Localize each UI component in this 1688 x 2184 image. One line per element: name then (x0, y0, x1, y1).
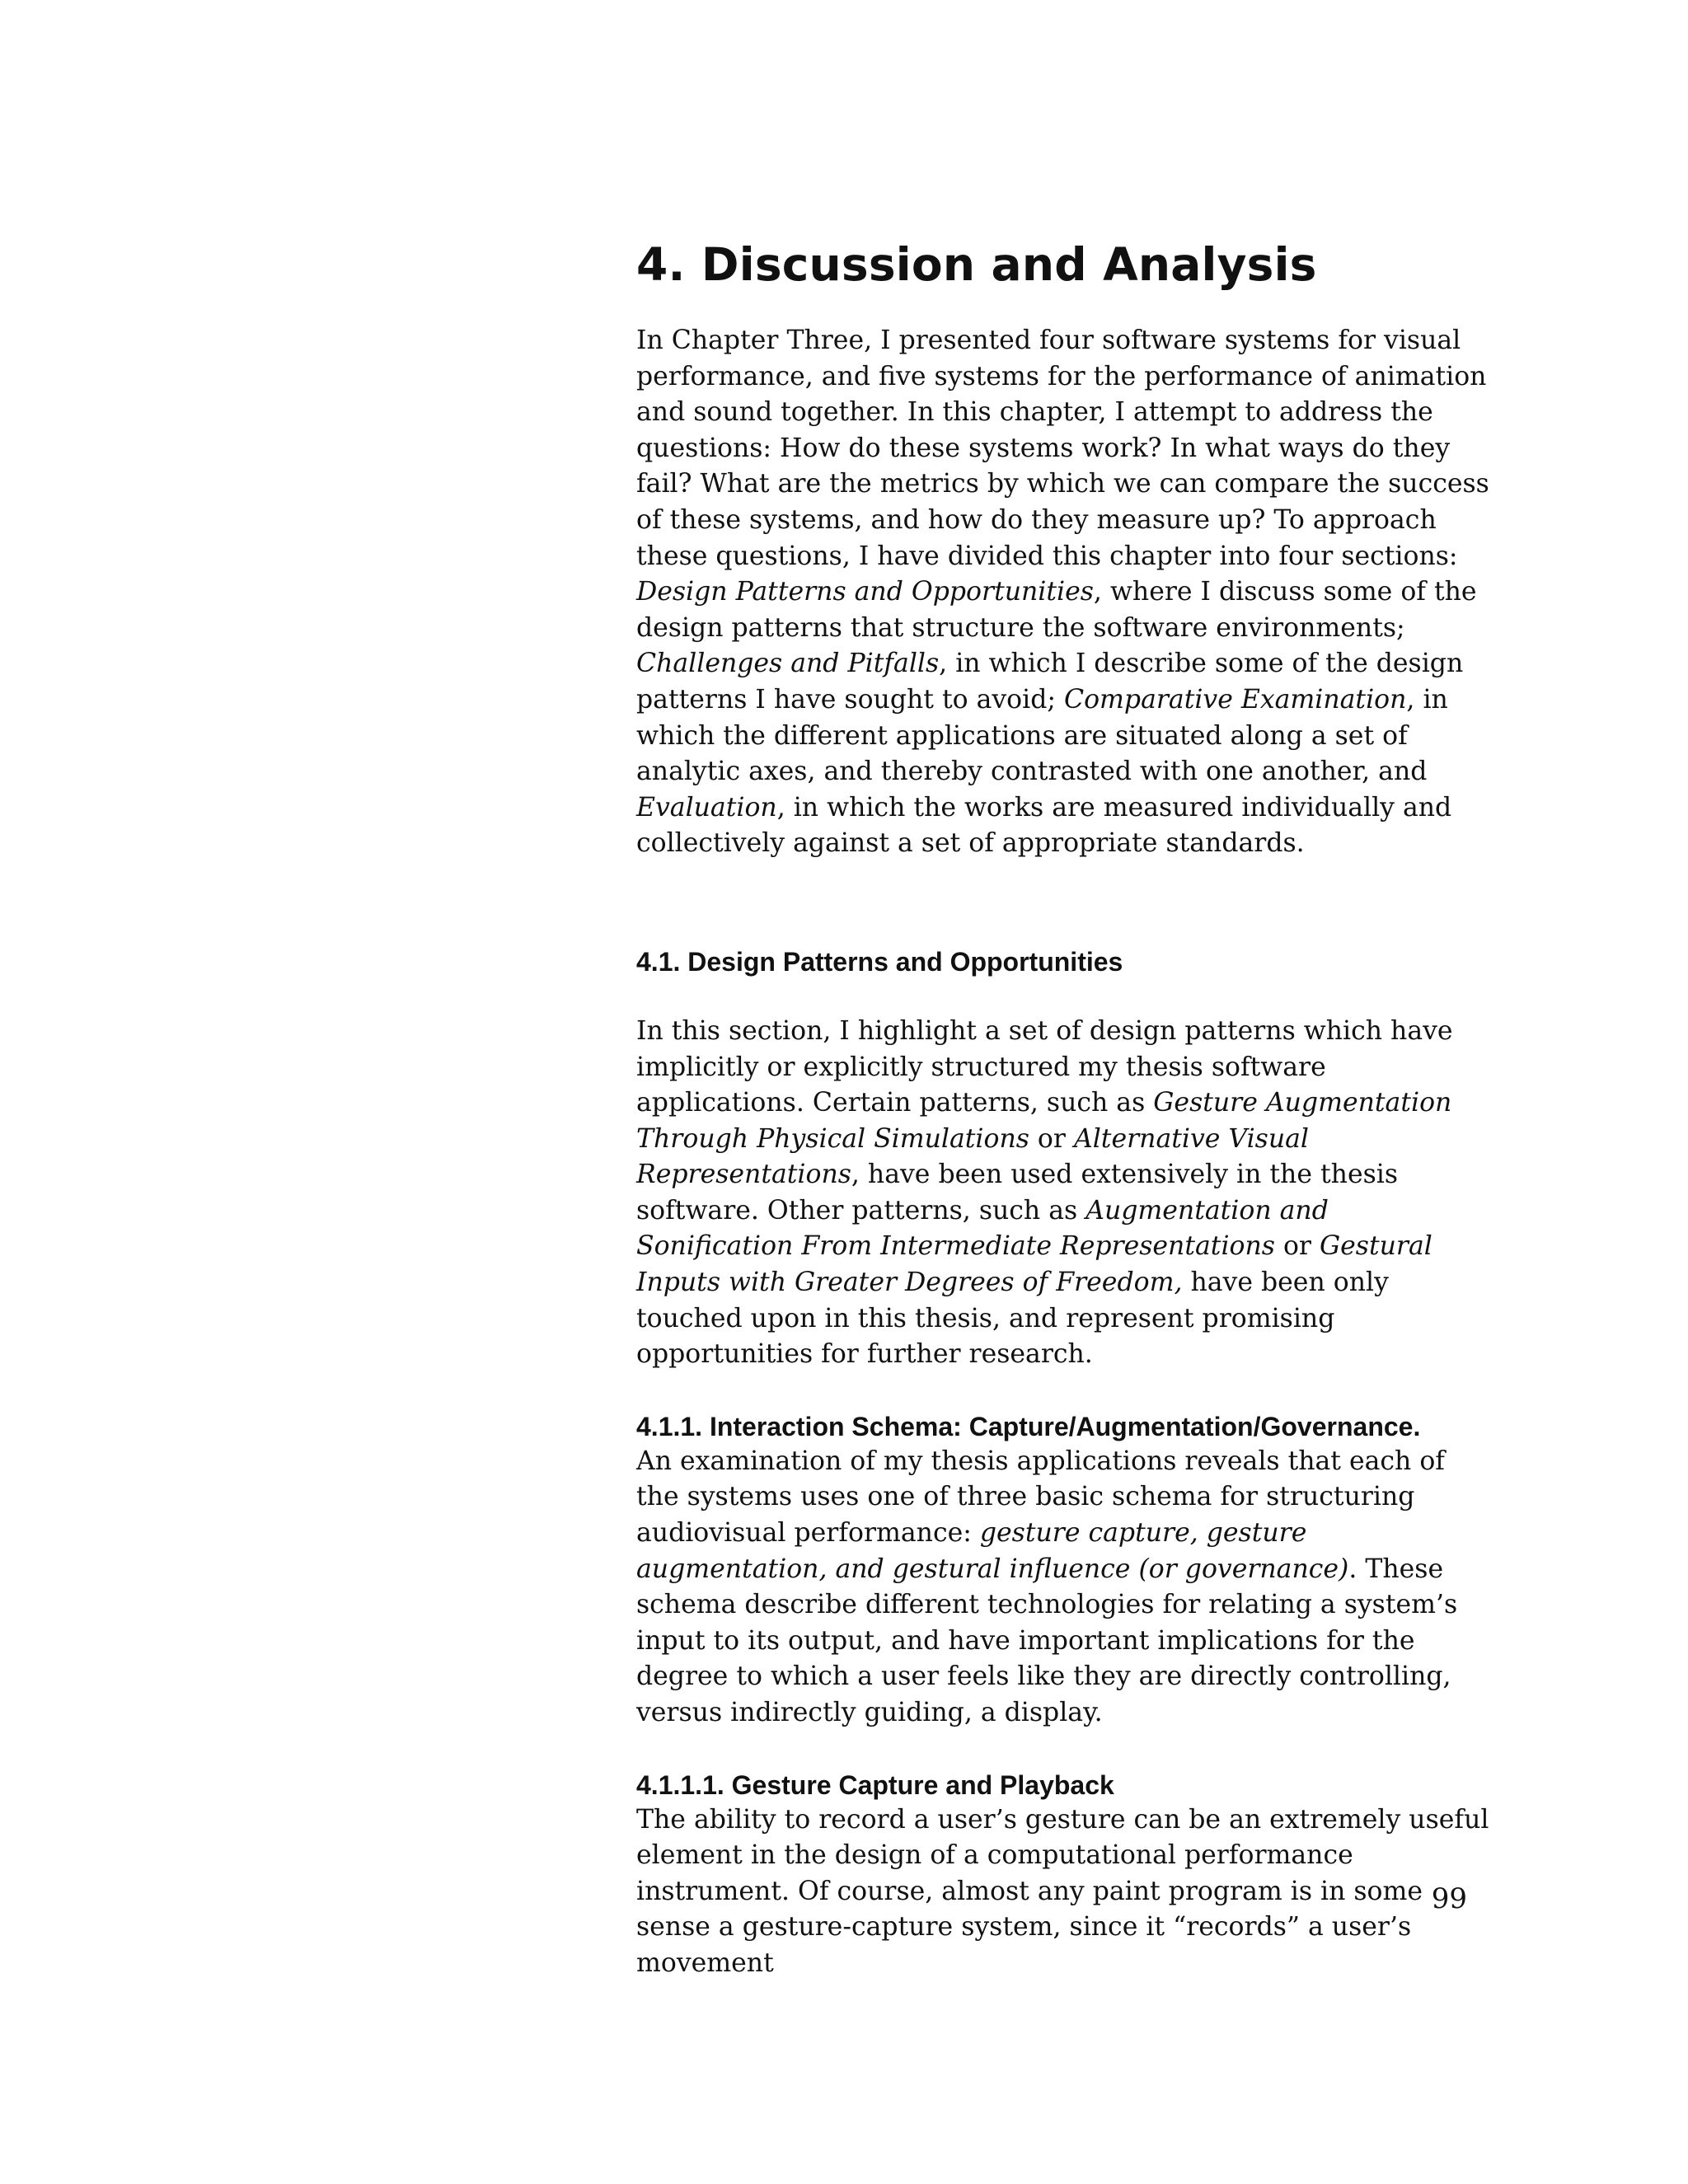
s411-text-1: An examination of my thesis applications reveals that each of the systems uses one of three basic schema for structuring audiovisual performance: (636, 1446, 1445, 1549)
intro-emphasis-1: Design Patterns and Opportunities (636, 577, 1094, 607)
intro-emphasis-4: Evaluation (636, 792, 777, 823)
s41-text-2: or (1029, 1123, 1074, 1154)
intro-text-2: , where I discuss some of the design patterns that structure the software environments; (636, 577, 1477, 643)
s41-text-3: , have been used extensively in the thesis software. Other patterns, such as (636, 1160, 1398, 1226)
s41-text-1: In this section, I highlight a set of design patterns which have implicitly or explicitly structured my thesis software applications. Certain patterns, such as (636, 1015, 1453, 1118)
s41-emphasis-4: Gestural Inputs with Greater Degrees of Freedom, (636, 1231, 1432, 1298)
s411-emphasis-1: gesture capture, gesture augmentation, and gestural influence (or governance) (636, 1518, 1349, 1584)
s41-text-4: or (1274, 1231, 1320, 1262)
s411-text-2: . These schema describe different technologies for relating a system’s input to its output, and have important implications for the degree to which a user feels like they are directly controlling, versus indirectly guiding, a display. (636, 1554, 1458, 1727)
s41-emphasis-3: Augmentation and Sonification From Intermediate Representations (636, 1195, 1329, 1262)
section-heading-4-1-1-1: 4.1.1.1. Gesture Capture and Playback (636, 1769, 1114, 1800)
section-heading-4-1-1: 4.1.1. Interaction Schema: Capture/Augmentation/Governance. (636, 1411, 1421, 1441)
intro-text-3: , in which I describe some of the design patterns I have sought to avoid; (636, 649, 1464, 715)
section-heading-4-1: 4.1. Design Patterns and Opportunities (636, 946, 1123, 977)
intro-text-4: , in which the different applications are situated along a set of analytic axes, and thereby contrasted with one another, and (636, 684, 1448, 787)
intro-text-1: In Chapter Three, I presented four software systems for visual performance, and five systems for the performance of animation and sound together. In this chapter, I attempt to address the questions: How do these systems work? In what ways do they fail? What are the metrics by which we can compare the success of these systems, and how do they measure up? To approach these questions, I have divided this chapter into four sections: (636, 326, 1489, 571)
section-4-1-1-1-paragraph: The ability to record a user’s gesture can be an extremely useful element in the design of a computational performance instrument. Of course, almost any paint program is in some sense a gesture-capture system, since it “records” a user’s movement (636, 1804, 1489, 1978)
s41-emphasis-2: Alternative Visual Representations (636, 1123, 1309, 1190)
section-4-1-1-paragraph (636, 1444, 1493, 1732)
chapter-intro-paragraph (636, 323, 1493, 862)
intro-emphasis-3: Comparative Examination (1063, 684, 1407, 715)
intro-emphasis-2: Challenges and Pitfalls (636, 649, 940, 679)
intro-text-5: , in which the works are measured individually and collectively against a set of appropriate standards. (636, 792, 1452, 859)
chapter-title: 4. Discussion and Analysis (636, 238, 1317, 291)
page-content (636, 239, 1493, 1982)
s41-text-5: have been only touched upon in this thesis, and represent promising opportunities for further research. (636, 1268, 1389, 1370)
page-number: 99 (1431, 1882, 1467, 1915)
section-4-1-paragraph (636, 1014, 1493, 1373)
s41-emphasis-1: Gesture Augmentation Through Physical Simulations (636, 1088, 1452, 1154)
